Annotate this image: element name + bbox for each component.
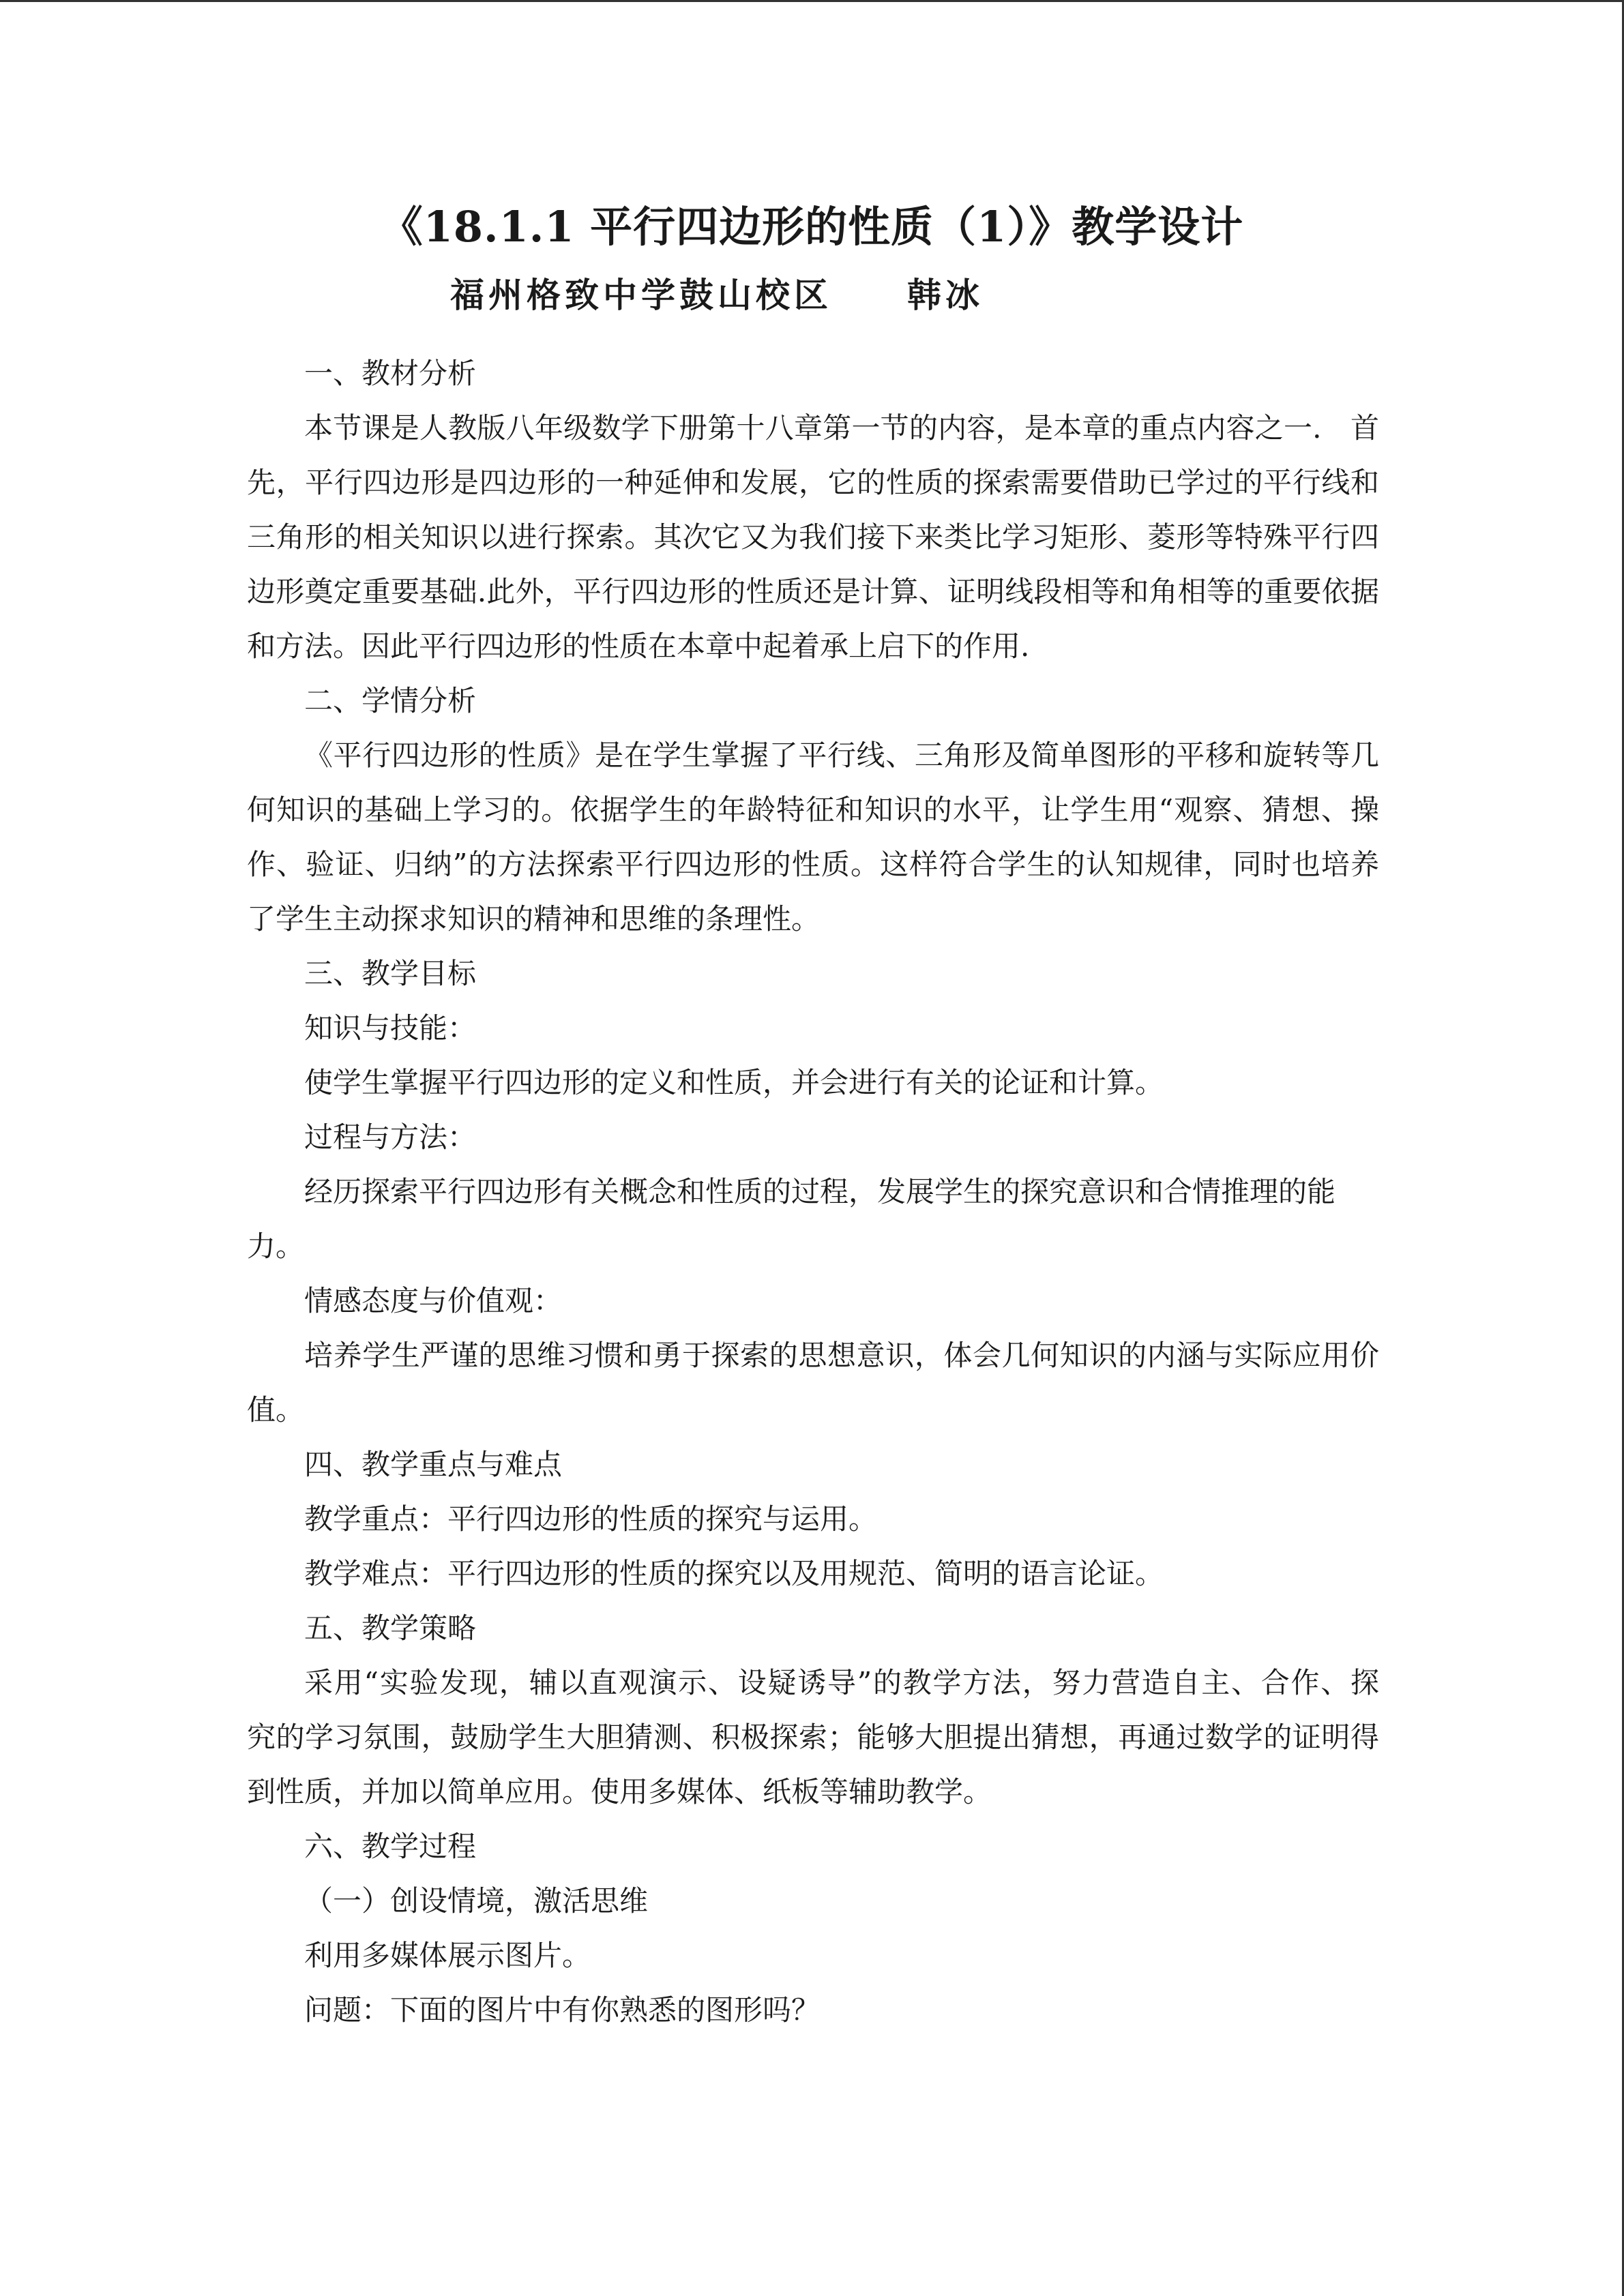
paragraph-line: （一）创设情境，激活思维 bbox=[304, 1884, 649, 1918]
document-body bbox=[247, 346, 1379, 2038]
paragraph-line: 六、教学过程 bbox=[304, 1830, 477, 1863]
paragraph-line: 利用多媒体展示图片。 bbox=[304, 1939, 591, 1972]
paragraph-line: 三角形的相关知识以进行探索。其次它又为我们接下来类比学习矩形、菱形等特殊平行四 bbox=[247, 520, 1379, 554]
paragraph-line: 四、教学重点与难点 bbox=[304, 1448, 563, 1481]
paragraph-line: 《平行四边形的性质》是在学生掌握了平行线、三角形及简单图形的平移和旋转等几 bbox=[304, 739, 1379, 772]
paragraph-line: 教学难点：平行四边形的性质的探究以及用规范、简明的语言论证。 bbox=[304, 1557, 1164, 1590]
paragraph-line: 本节课是人教版八年级数学下册第十八章第一节的内容，是本章的重点内容之一. 首 bbox=[304, 411, 1379, 445]
author-name: 韩冰 bbox=[907, 275, 984, 315]
paragraph-line: 使学生掌握平行四边形的定义和性质，并会进行有关的论证和计算。 bbox=[304, 1066, 1164, 1099]
paragraph-line: 到性质，并加以简单应用。使用多媒体、纸板等辅助教学。 bbox=[247, 1775, 992, 1808]
paragraph-line: 何知识的基础上学习的。依据学生的年龄特征和知识的水平，让学生用“观察、猜想、操 bbox=[247, 793, 1379, 826]
paragraph-line: 培养学生严谨的思维习惯和勇于探索的思想意识，体会几何知识的内涵与实际应用价 bbox=[304, 1339, 1379, 1372]
author-school: 福州格致中学鼓山校区 bbox=[450, 275, 832, 315]
paragraph-line: 一、教材分析 bbox=[304, 357, 477, 390]
paragraph-line: 了学生主动探求知识的精神和思维的条理性。 bbox=[247, 902, 821, 936]
paragraph-line: 经历探索平行四边形有关概念和性质的过程，发展学生的探究意识和合情推理的能 bbox=[304, 1175, 1336, 1208]
paragraph-line: 究的学习氛围，鼓励学生大胆猜测、积极探索；能够大胆提出猜想，再通过数学的证明得 bbox=[247, 1720, 1379, 1754]
paragraph-line: 采用“实验发现，辅以直观演示、设疑诱导”的教学方法，努力营造自主、合作、探 bbox=[304, 1666, 1379, 1699]
document-title: 《18.1.1 平行四边形的性质（1）》教学设计 bbox=[380, 202, 1244, 252]
paragraph-line: 值。 bbox=[247, 1393, 305, 1427]
paragraph-line: 力。 bbox=[247, 1229, 305, 1263]
paragraph-line: 五、教学策略 bbox=[304, 1611, 477, 1645]
paragraph-line: 边形奠定重要基础.此外，平行四边形的性质还是计算、证明线段相等和角相等的重要依据 bbox=[247, 575, 1379, 608]
paragraph-line: 情感态度与价值观： bbox=[304, 1284, 563, 1317]
paragraph-line: 过程与方法： bbox=[304, 1120, 477, 1154]
paragraph-line: 问题：下面的图片中有你熟悉的图形吗？ bbox=[304, 1993, 821, 2027]
paragraph-line: 二、学情分析 bbox=[304, 684, 477, 717]
paragraph-line: 三、教学目标 bbox=[304, 957, 477, 990]
paragraph-line: 和方法。因此平行四边形的性质在本章中起着承上启下的作用. bbox=[247, 629, 1030, 663]
paragraph-line: 先，平行四边形是四边形的一种延伸和发展，它的性质的探索需要借助已学过的平行线和 bbox=[247, 466, 1379, 499]
author-line bbox=[450, 271, 984, 319]
paragraph-line: 作、验证、归纳”的方法探索平行四边形的性质。这样符合学生的认知规律，同时也培养 bbox=[247, 848, 1379, 881]
paragraph-line: 教学重点：平行四边形的性质的探究与运用。 bbox=[304, 1502, 878, 1536]
paragraph-line: 知识与技能： bbox=[304, 1011, 477, 1045]
